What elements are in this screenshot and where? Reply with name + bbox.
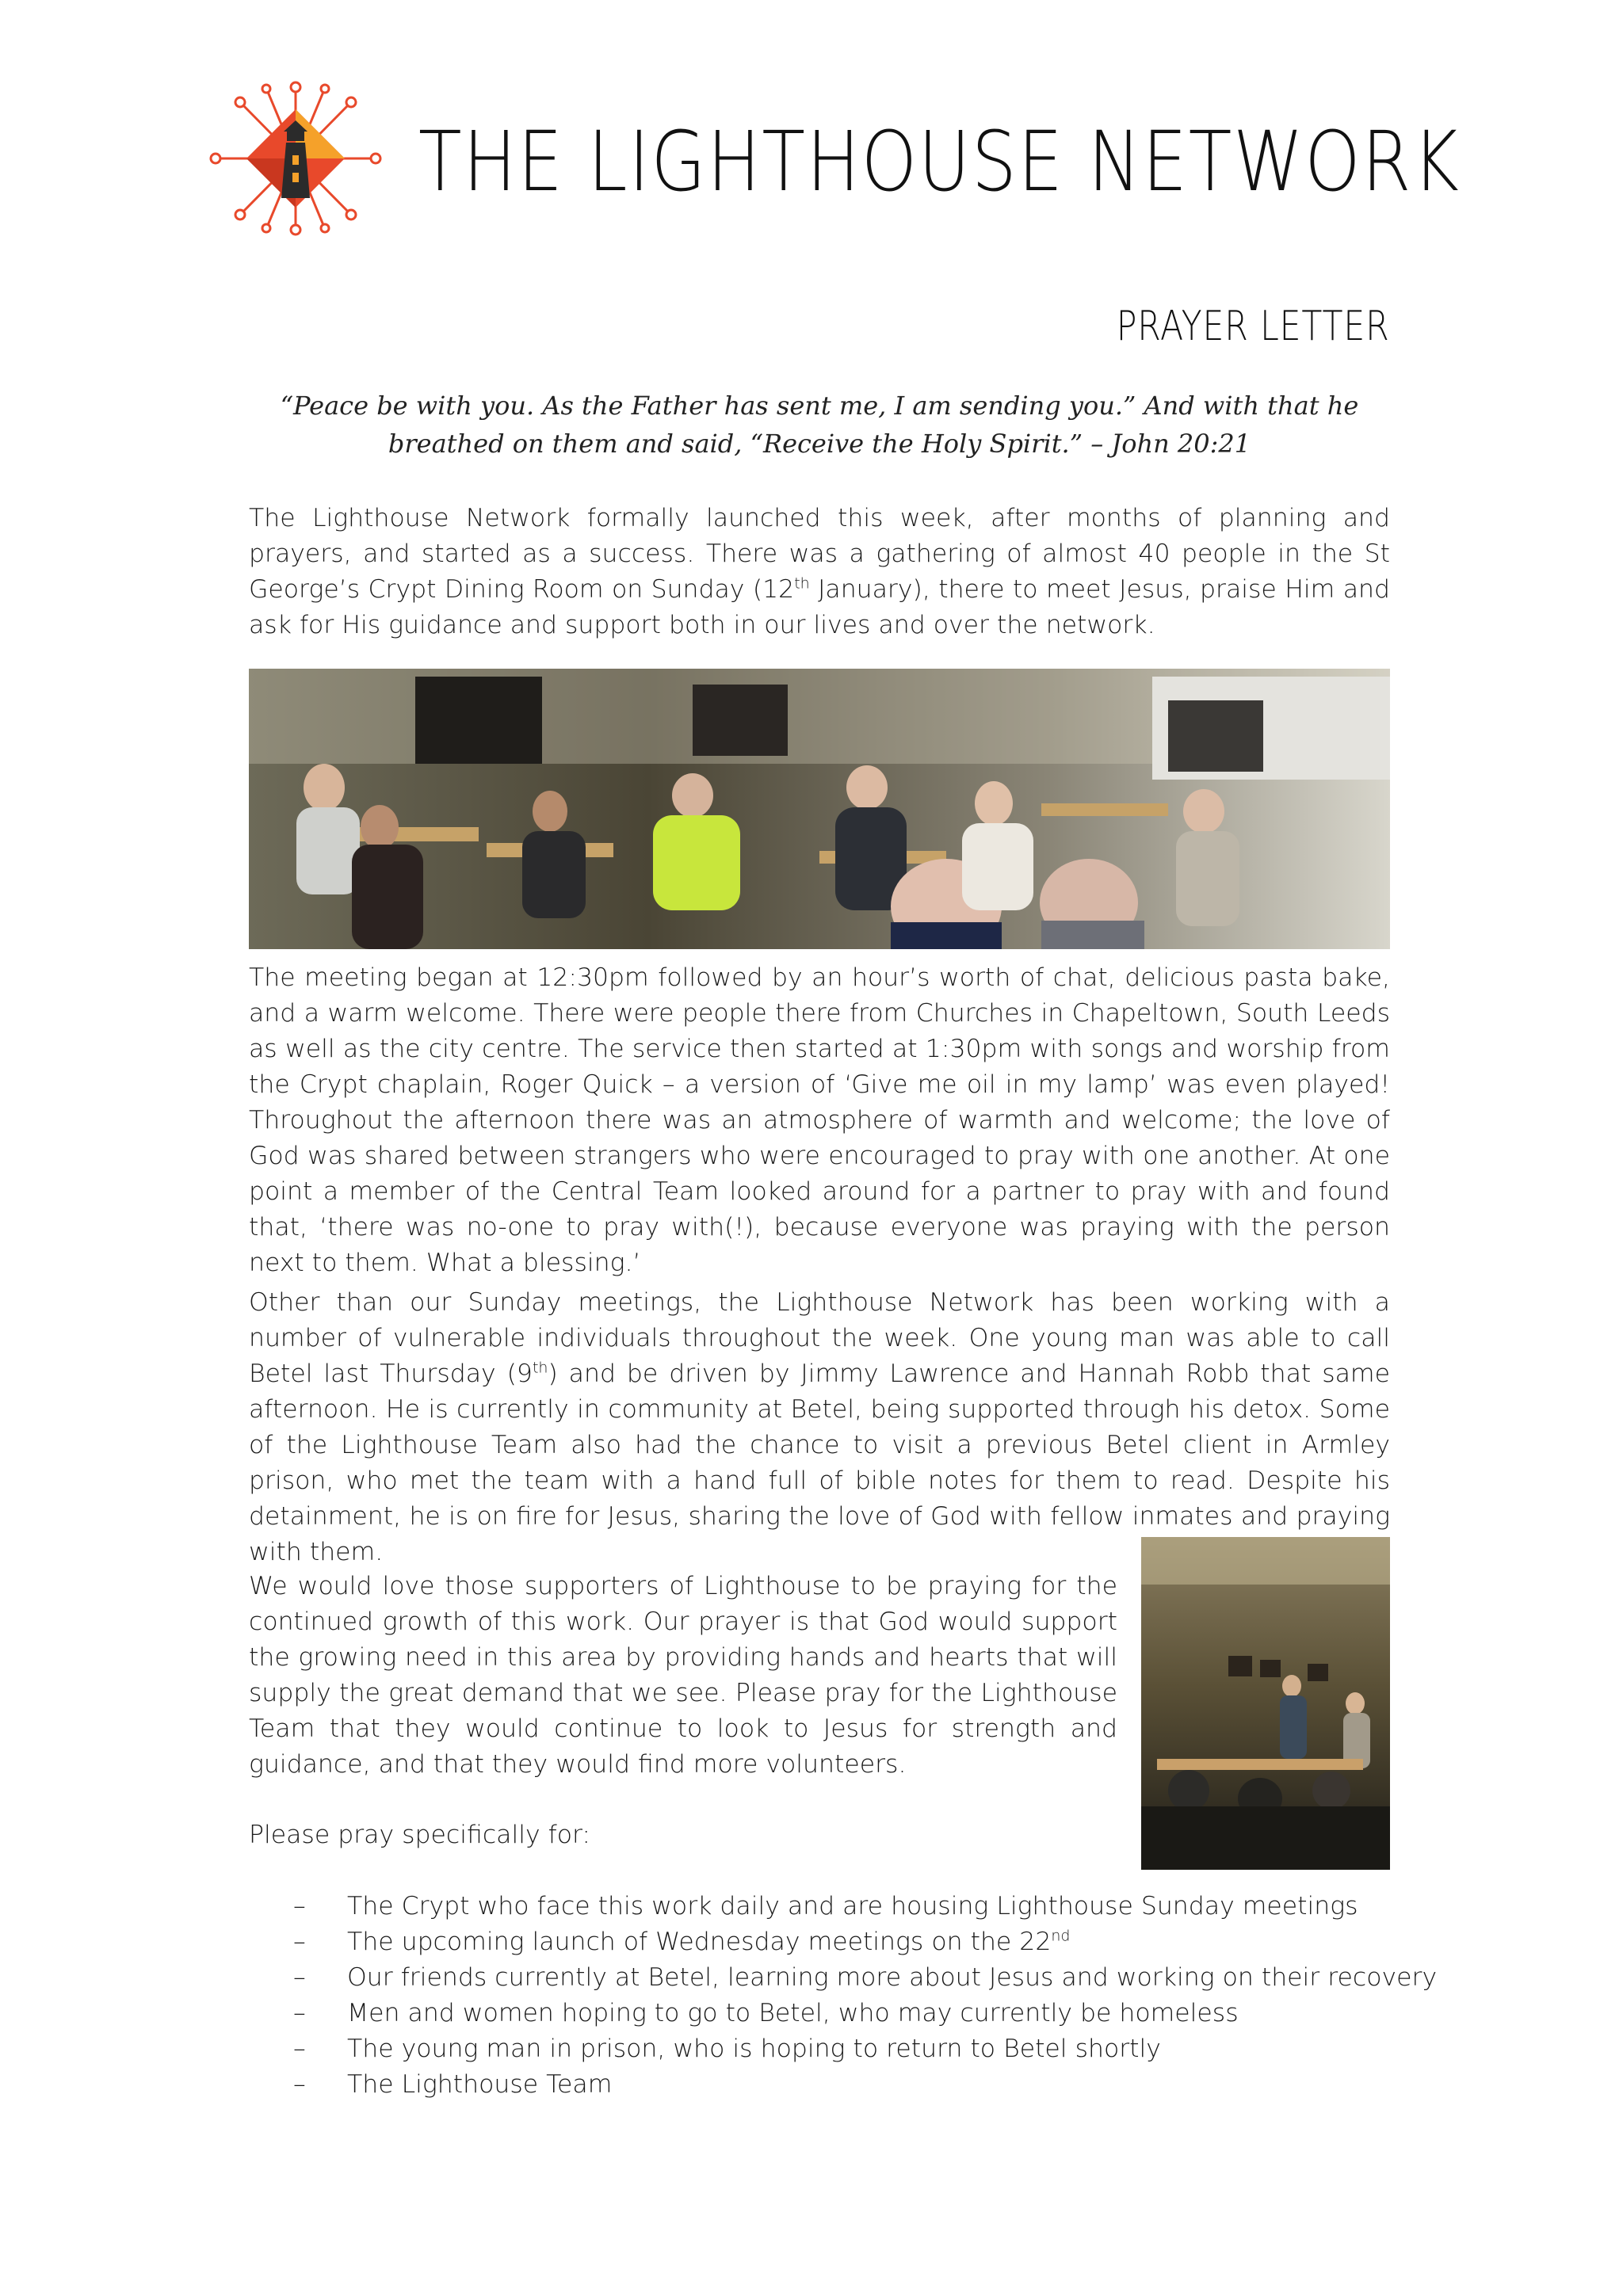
list-item xyxy=(293,2067,1403,2103)
intro-paragraph xyxy=(249,501,1390,643)
list-marker: – xyxy=(293,1892,306,1920)
list-item xyxy=(293,1889,1403,1924)
lighthouse-logo-icon xyxy=(204,79,387,238)
list-marker: – xyxy=(293,1928,306,1956)
list-marker: – xyxy=(293,1963,306,1992)
prayer-item-text: Our friends currently at Betel, learning more about Jesus and working on their recovery xyxy=(347,1963,1438,1992)
pray-intro: Please pray specifically for: xyxy=(249,1821,590,1849)
ministry-text-1: Other than our Sunday meetings, the Lighthouse Network has been working with a number of vulnerable individuals throughout the week. One young man was able to call Betel last Thursday (9 xyxy=(249,1288,1390,1388)
supporters-paragraph: We would love those supporters of Lighthouse to be praying for the continued growth of this work. Our prayer is that God would support the growing need in this area by providing hands and hearts that will supply the great demand that we see. Please pray for the Lighthouse Team that they would continue to look to Jesus for strength and guidance, and that they would find more volunteers. xyxy=(249,1572,1117,1779)
list-item xyxy=(293,2031,1403,2067)
organization-name: THE LIGHTHOUSE NETWORK xyxy=(418,113,1461,210)
intro-superscript: th xyxy=(794,574,810,593)
prayer-item-text: The Lighthouse Team xyxy=(347,2070,613,2099)
ministry-text-2: ) and be driven by Jimmy Lawrence and Hannah Robb that same afternoon. He is currently in community at Betel, being supported through his detox. Some of the Lighthouse Team also had the chance to visit a previous Betel client in Armley prison, who met the team with a hand full of bible notes for them to read. Despite his detainment, he is on fire for Jesus, sharing the love of God with fellow inmates and praying with them. xyxy=(249,1360,1390,1566)
prayer-item-superscript: nd xyxy=(1051,1927,1071,1945)
scripture-verse: “Peace be with you. As the Father has sent me, I am sending you.” And with that he breathed on them and said, “Receive the Holy Spirit.” – John 20:21 xyxy=(280,391,1359,459)
list-marker: – xyxy=(293,2035,306,2063)
document-title: PRAYER LETTER xyxy=(1117,303,1390,350)
meeting-paragraph: The meeting began at 12:30pm followed by an hour’s worth of chat, delicious pasta bake, and a warm welcome. There were people there from Churches in Chapeltown, South Leeds as well as the city centre. The service then started at 1:30pm with songs and worship from the Crypt chaplain, Roger Quick – a version of ‘Give me oil in my lamp’ was even played! Throughout the afternoon there was an atmosphere of warmth and welcome; the love of God was shared between strangers who were encouraged to pray with one another. At one point a member of the Central Team looked around for a partner to pray with and found that, ‘there was no-one to pray with(!), because everyone was praying with the person next to them. What a blessing.’ xyxy=(249,963,1390,1277)
list-marker: – xyxy=(293,1999,306,2027)
intro-text-2: January), there to meet Jesus, praise Him and ask for His guidance and support both in our lives and over the network. xyxy=(249,575,1390,639)
intro-text-1: The Lighthouse Network formally launched this week, after months of planning and prayers, and started as a success. There was a gathering of almost 40 people in the St George’s Crypt Dining Room on Sunday (12 xyxy=(249,504,1390,604)
list-item xyxy=(293,1960,1438,1996)
prayer-list xyxy=(293,1889,1438,2103)
gathering-photo xyxy=(249,669,1390,949)
ministry-superscript: th xyxy=(532,1359,548,1377)
prayer-item-text: The Crypt who face this work daily and are housing Lighthouse Sunday meetings xyxy=(347,1892,1358,1920)
list-item xyxy=(293,1924,1403,1960)
prayer-item-text: The upcoming launch of Wednesday meetings on the 22 xyxy=(347,1928,1052,1956)
list-marker: – xyxy=(293,2070,306,2099)
prayer-item-text: The young man in prison, who is hoping to return to Betel shortly xyxy=(347,2035,1161,2063)
ministry-paragraph xyxy=(249,1285,1390,1570)
list-item xyxy=(293,1996,1403,2031)
prayer-item-text: Men and women hoping to go to Betel, who may currently be homeless xyxy=(347,1999,1239,2027)
letterhead xyxy=(204,79,1461,238)
